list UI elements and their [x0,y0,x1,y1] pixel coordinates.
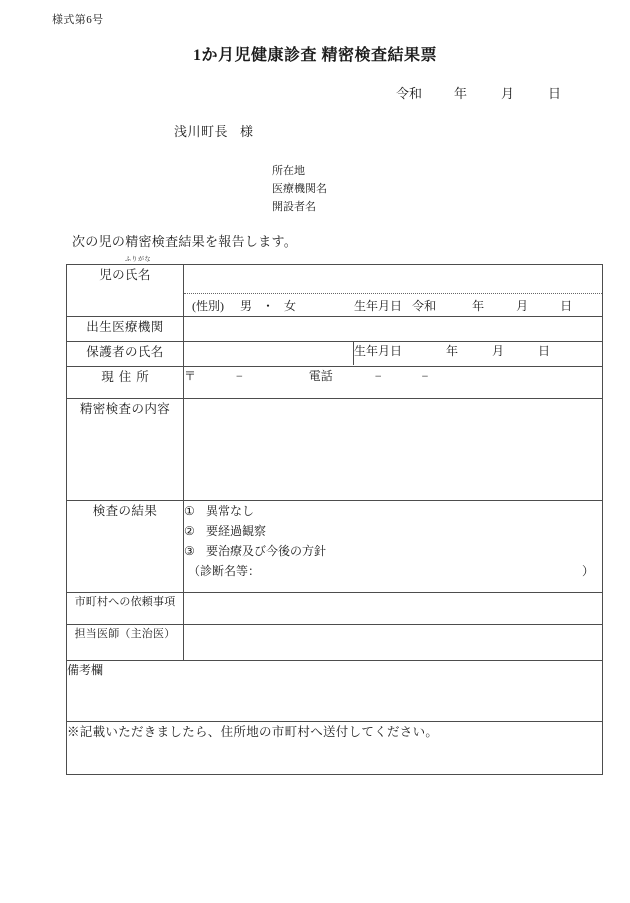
guardian-dob-month-label: 月 [492,344,505,358]
remarks-cell[interactable] [67,661,603,722]
child-dob-era: 令和 [412,299,437,313]
option-2-number: ② [184,524,195,538]
guardian-label-cell: 保護者の氏名 [67,342,184,367]
attending-doctor-label-cell: 担当医師（主治医） [67,625,184,661]
table-row-footer-note [67,722,603,775]
issue-date-day-label: 日 [548,86,562,101]
phone-label: 電話 [308,369,333,383]
child-sex-dob-row [184,293,602,316]
guardian-dob-cell [354,342,603,365]
table-row-municipality-request [67,593,603,625]
exam-content-label-cell: 精密検査の内容 [67,399,184,501]
issuer-location-label: 所在地 [272,165,305,177]
exam-content-value-cell[interactable] [184,399,603,501]
issuer-founder-label: 開設者名 [272,201,316,213]
address-label-cell: 現住所 [67,367,184,399]
remarks-label: 備考欄 [67,663,104,677]
issuer-institution-label: 医療機関名 [272,183,327,195]
address-value-cell[interactable] [184,367,603,399]
guardian-value-cell[interactable] [184,342,603,367]
postal-mark-icon: 〒 [184,369,197,383]
phone-dash-1: − [374,369,382,383]
intro-text: 次の児の精密検査結果を報告します。 [72,234,298,249]
page-title: 1か月児健康診査 精密検査結果票 [192,47,437,64]
exam-result-form-table [66,257,603,775]
postal-dash: − [236,369,243,383]
guardian-dob-year-label: 年 [446,344,459,358]
option-1-text: 異常なし [206,504,255,518]
table-row-child-name [67,265,603,317]
issue-date-era: 令和 [396,86,423,101]
option-2-text: 要経過観察 [206,524,267,538]
birth-institution-value-cell[interactable] [184,317,603,342]
attending-doctor-value-cell[interactable] [184,625,603,661]
table-row-birth-institution [67,317,603,342]
child-name-value-cell[interactable] [184,265,603,317]
diagnosis-name-line[interactable] [184,561,602,581]
municipality-request-label-cell: 市町村への依頼事項 [67,593,184,625]
issue-date-month-label: 月 [501,86,515,101]
issuer-block [272,162,327,216]
footer-note-cell: ※記載いただきましたら、住所地の市町村へ送付してください。 [67,722,603,775]
table-row-remarks [67,661,603,722]
addressee-honorific: 様 [240,124,254,139]
exam-result-option-1[interactable] [184,501,602,521]
guardian-dob-label: 生年月日 [354,344,403,358]
addressee-line [174,121,254,140]
child-sex-label: (性別) [192,299,224,313]
option-1-number: ① [184,504,195,518]
guardian-dob-day-label: 日 [538,344,551,358]
child-sex-female[interactable]: 女 [284,299,297,313]
child-dob-label: 生年月日 [354,299,403,313]
exam-result-option-2[interactable] [184,521,602,541]
child-dob-day-label: 日 [560,299,573,313]
diagnosis-close-paren: ） [581,564,594,578]
child-sex-separator: ・ [262,299,275,313]
exam-result-option-3[interactable] [184,541,602,561]
exam-result-value-cell [184,501,603,593]
addressee-name: 浅川町長 [174,124,229,139]
option-3-number: ③ [184,544,195,558]
exam-result-label-cell: 検査の結果 [67,501,184,593]
child-name-label-main: 氏名 [125,268,151,282]
birth-institution-label-cell: 出生医療機関 [67,317,184,342]
option-3-text: 要治療及び今後の方針 [206,544,327,558]
table-row-guardian [67,342,603,367]
table-row-attending-doctor [67,625,603,661]
table-row-exam-result [67,501,603,593]
table-row-address [67,367,603,399]
child-name-furigana: ふりがな [125,257,152,263]
child-dob-year-label: 年 [472,299,485,313]
table-row-exam-content [67,399,603,501]
child-name-ruby-wrap [125,257,152,283]
issue-date-line [396,83,561,102]
phone-dash-2: − [421,369,429,383]
form-number: 様式第6号 [52,14,104,26]
municipality-request-value-cell[interactable] [184,593,603,625]
issue-date-year-label: 年 [454,86,468,101]
child-sex-male[interactable]: 男 [240,299,253,313]
guardian-name-input[interactable] [184,342,354,365]
child-name-input-area[interactable] [184,265,602,293]
child-name-label-prefix: 児の [99,268,125,282]
child-name-label-cell [67,257,184,317]
diagnosis-label: （診断名等： [188,564,261,578]
child-dob-month-label: 月 [516,299,529,313]
